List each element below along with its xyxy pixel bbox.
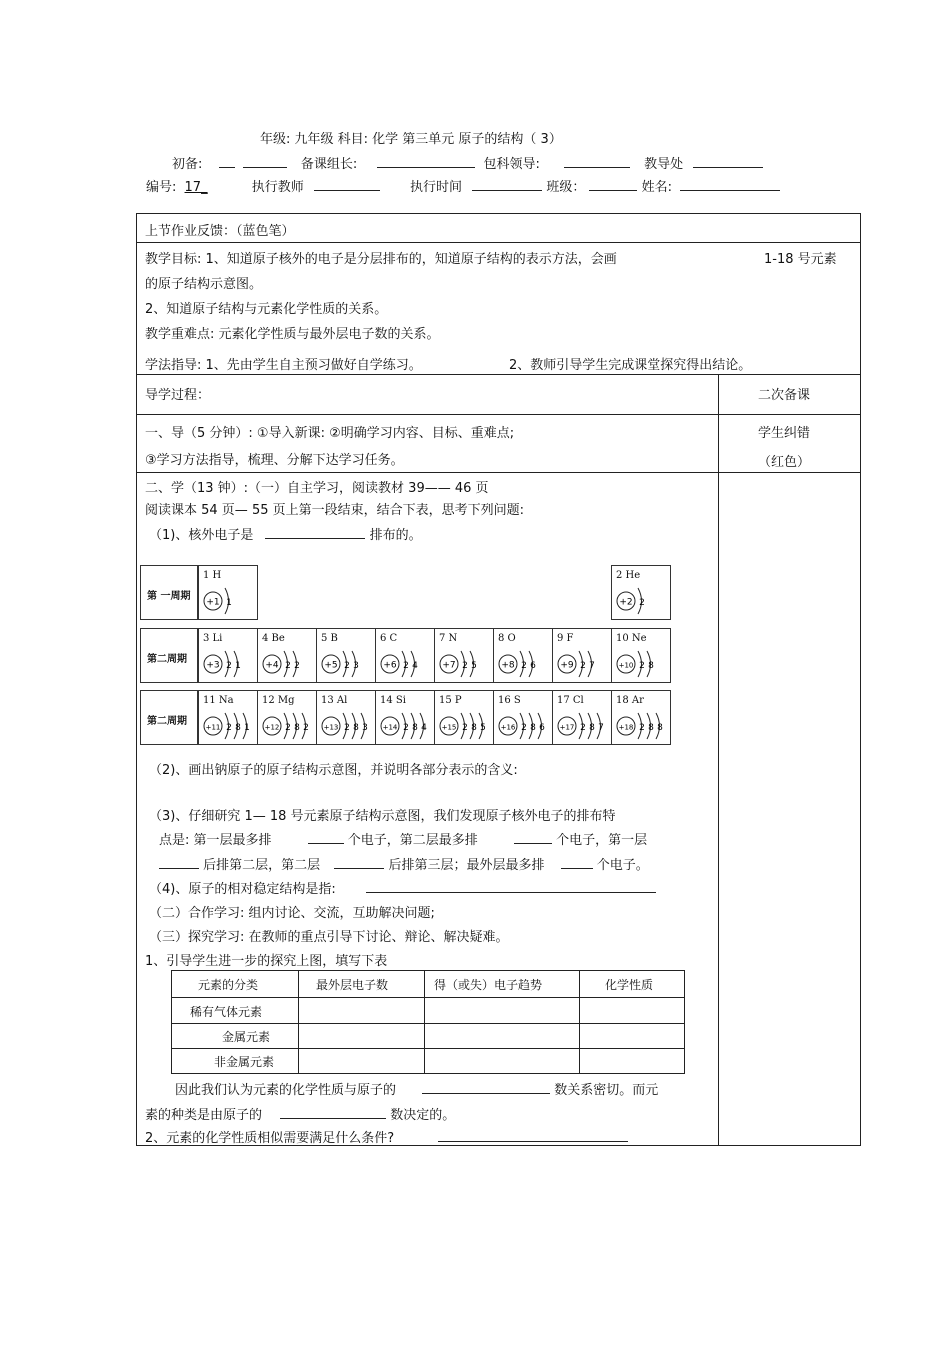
shell-electron-count: 5: [480, 723, 486, 733]
divider: [172, 997, 684, 998]
atom-structure-diagram: [201, 647, 257, 681]
divider: [424, 971, 425, 1073]
xingming-blank[interactable]: [680, 177, 780, 191]
student-correction-label: 学生纠错: [758, 426, 811, 441]
question-3-line-3: [159, 854, 649, 873]
shell-electron-count: 8: [589, 723, 595, 733]
atom-structure-diagram: [437, 709, 493, 743]
element-cell: [434, 690, 494, 745]
process-label: 导学过程：: [145, 388, 211, 403]
goal-line-2: 的原子结构示意图。: [145, 277, 263, 292]
element-cell: [493, 690, 553, 745]
atom-structure-diagram: [260, 709, 316, 743]
shell-electron-count: 8: [471, 723, 477, 733]
table-row-metal: 金属元素: [222, 1030, 271, 1044]
element-symbol: 15 P: [439, 695, 462, 706]
conclusion-line-1: [175, 1079, 658, 1098]
element-cell: [257, 690, 317, 745]
element-symbol: 1 H: [203, 570, 222, 581]
atom-structure-diagram: [378, 647, 434, 681]
q3-blank-2[interactable]: [514, 830, 552, 844]
column-divider: [718, 374, 719, 1145]
q3-blank-3[interactable]: [159, 855, 199, 869]
element-cell: [434, 628, 494, 683]
element-cell: [198, 565, 258, 620]
q3-blank-4[interactable]: [334, 855, 384, 869]
period-label: 第二周期: [147, 715, 187, 727]
table-header-category: 元素的分类: [198, 978, 259, 992]
element-cell: [611, 565, 671, 620]
nuclear-charge: +1: [206, 597, 220, 608]
nuclear-charge: +13: [323, 723, 339, 732]
question-4-text: （4)、原子的相对稳定结构是指:: [149, 882, 336, 897]
question-5-text: 2、元素的化学性质相似需要满足什么条件?: [145, 1131, 395, 1146]
element-cell: [375, 690, 435, 745]
shell-electron-count: 7: [589, 661, 595, 671]
shell-electron-count: 8: [353, 723, 359, 733]
table-instruction: 1、引导学生进一步的探究上图，填写下表: [145, 954, 388, 969]
shell-electron-count: 8: [412, 723, 418, 733]
question-4: [149, 878, 656, 897]
header-row-2: [172, 153, 763, 172]
atomic-structure-table: [140, 565, 674, 745]
q3-blank-5[interactable]: [561, 855, 593, 869]
period-label-cell: [140, 690, 198, 745]
element-cell: [611, 628, 671, 683]
shell-electron-count: 2: [462, 723, 468, 733]
shell-electron-count: 2: [521, 661, 527, 671]
red-pen-label: （红色）: [758, 455, 811, 470]
zhixingshijian-label: 执行时间: [410, 180, 463, 195]
element-cell: [493, 628, 553, 683]
question-3-line-2: [159, 829, 647, 848]
element-symbol: 13 Al: [321, 695, 348, 706]
period-label-cell: [140, 628, 198, 683]
shell-electron-count: 1: [235, 661, 241, 671]
question-1: [149, 524, 422, 543]
shell-electron-count: 2: [580, 723, 586, 733]
cooperative-learning: （二）合作学习: 组内讨论、交流，互助解决问题;: [149, 906, 435, 921]
shell-electron-count: 2: [294, 661, 300, 671]
chubei-blank-b[interactable]: [243, 154, 287, 168]
period-label: 第二周期: [147, 653, 187, 665]
shell-electron-count: 2: [462, 661, 468, 671]
shell-electron-count: 8: [648, 661, 654, 671]
table-row-nonmetal: 非金属元素: [214, 1055, 275, 1069]
question-1-text: （1)、核外电子是: [149, 528, 254, 543]
nuclear-charge: +9: [560, 660, 574, 671]
atom-structure-diagram: [260, 647, 316, 681]
period-label: 第 一周期: [147, 590, 191, 602]
divider: [298, 971, 299, 1073]
nuclear-charge: +11: [205, 723, 221, 732]
atom-structure-diagram: [496, 709, 552, 743]
element-cell: [198, 690, 258, 745]
feedback-label: 上节作业反馈：（蓝色笔）: [145, 224, 295, 239]
beikezuzhang-label: 备课组长:: [300, 157, 358, 172]
shell-electron-count: 2: [639, 723, 645, 733]
conclusion-text-3: 素的种类是由原子的: [145, 1108, 263, 1123]
nuclear-charge: +18: [618, 723, 634, 732]
section1-line-2: ③学习方法指导，梳理、分解下达学习任务。: [145, 453, 404, 468]
nuclear-charge: +2: [619, 597, 633, 608]
zhixingjiaoshi-label: 执行教师: [251, 180, 304, 195]
question-5: [145, 1127, 628, 1146]
shell-electron-count: 2: [639, 598, 645, 608]
bianhao-value: 17_: [184, 180, 208, 195]
key-points: 教学重难点: 元素化学性质与最外层电子数的关系。: [145, 327, 440, 342]
element-symbol: 16 S: [498, 695, 521, 706]
element-symbol: 11 Na: [203, 695, 234, 706]
question-3-line-1: （3)、仔细研究 1— 18 号元素原子结构示意图，我们发现原子核外电子的排布特: [149, 809, 616, 824]
section1-line-1: 一、导（5 分钟）: ①导入新课: ②明确学习内容、目标、重难点;: [145, 426, 515, 441]
atom-structure-diagram: [319, 647, 375, 681]
nuclear-charge: +4: [265, 660, 279, 671]
question-1-blank[interactable]: [265, 525, 365, 539]
lesson-plan-frame: [136, 213, 861, 1146]
element-symbol: 18 Ar: [616, 695, 644, 706]
atom-structure-diagram: [319, 709, 375, 743]
question-1-suffix: 排布的。: [369, 528, 422, 543]
q3-text-4: 后排第二层，第二层: [203, 858, 321, 873]
shell-electron-count: 8: [657, 723, 663, 733]
shell-electron-count: 4: [412, 661, 418, 671]
atom-structure-diagram: [555, 709, 611, 743]
shell-electron-count: 2: [303, 723, 309, 733]
shell-electron-count: 2: [403, 723, 409, 733]
atom-structure-diagram: [201, 584, 257, 618]
jiaodaochu-label: 教导处: [644, 157, 684, 172]
study-guide-1: 学法指导: 1、先由学生自主预习做好自学练习。: [145, 358, 422, 373]
jiaodaochu-blank[interactable]: [693, 154, 763, 168]
divider: [579, 971, 580, 1073]
element-symbol: 4 Be: [262, 633, 285, 644]
element-symbol: 10 Ne: [616, 633, 647, 644]
element-symbol: 12 Mg: [262, 695, 295, 706]
atom-structure-diagram: [378, 709, 434, 743]
banji-label: 班级：: [546, 180, 586, 195]
shell-electron-count: 1: [244, 723, 250, 733]
shell-electron-count: 3: [362, 723, 368, 733]
element-symbol: 5 B: [321, 633, 338, 644]
q3-text-3: 个电子，第一层: [556, 833, 648, 848]
goal-line-3: 2、知道原子结构与元素化学性质的关系。: [145, 302, 388, 317]
zhixingshijian-blank[interactable]: [472, 177, 542, 191]
shell-electron-count: 2: [403, 661, 409, 671]
element-symbol: 7 N: [439, 633, 458, 644]
shell-electron-count: 7: [598, 723, 604, 733]
study-guide-2: 2、教师引导学生完成课堂探究得出结论。: [509, 358, 752, 373]
element-cell: [257, 628, 317, 683]
divider: [137, 472, 860, 473]
shell-electron-count: 2: [521, 723, 527, 733]
q3-text-6: 个电子。: [596, 858, 649, 873]
nuclear-charge: +6: [383, 660, 397, 671]
divider: [172, 1048, 684, 1049]
conclusion-blank-1[interactable]: [422, 1080, 550, 1094]
nuclear-charge: +17: [559, 723, 575, 732]
shell-electron-count: 8: [235, 723, 241, 733]
shell-electron-count: 4: [421, 723, 427, 733]
conclusion-text-4: 数决定的。: [390, 1108, 456, 1123]
element-cell: [611, 690, 671, 745]
goal-line-1: 教学目标: 1、知道原子核外的电子是分层排布的，知道原子结构的表示方法，会画: [145, 252, 617, 267]
element-symbol: 6 C: [380, 633, 398, 644]
nuclear-charge: +15: [441, 723, 457, 732]
element-cell: [552, 690, 612, 745]
atom-structure-diagram: [614, 584, 670, 618]
divider: [137, 414, 860, 415]
zhixingjiaoshi-blank[interactable]: [314, 177, 380, 191]
conclusion-blank-2[interactable]: [280, 1105, 386, 1119]
nuclear-charge: +14: [382, 723, 398, 732]
conclusion-line-2: [145, 1104, 455, 1123]
shell-electron-count: 2: [580, 661, 586, 671]
shell-electron-count: 6: [539, 723, 545, 733]
element-symbol: 8 O: [498, 633, 516, 644]
question-5-blank[interactable]: [438, 1128, 628, 1142]
atom-structure-diagram: [614, 647, 670, 681]
shell-electron-count: 5: [471, 661, 477, 671]
reading-instruction: 阅读课本 54 页— 55 页上第一段结束，结合下表，思考下列问题:: [145, 503, 524, 518]
nuclear-charge: +16: [500, 723, 516, 732]
section2-title: 二、学（13 钟）:（一）自主学习，阅读教材 39—— 46 页: [145, 481, 489, 496]
divider: [137, 374, 860, 375]
element-cell: [198, 628, 258, 683]
period-label-cell: [140, 565, 198, 620]
shell-electron-count: 2: [226, 723, 232, 733]
atom-structure-diagram: [555, 647, 611, 681]
shell-electron-count: 2: [344, 661, 350, 671]
beikezuzhang-blank[interactable]: [377, 154, 475, 168]
element-cell: [375, 628, 435, 683]
conclusion-text-2: 数关系密切。而元: [554, 1083, 659, 1098]
table-row-noble-gas: 稀有气体元素: [190, 1005, 263, 1019]
shell-electron-count: 2: [285, 661, 291, 671]
q3-text-5: 后排第三层；最外层最多排: [388, 858, 545, 873]
question-4-blank[interactable]: [366, 879, 656, 893]
nuclear-charge: +7: [442, 660, 456, 671]
q3-blank-1[interactable]: [308, 830, 344, 844]
question-2: （2)、画出钠原子的原子结构示意图，并说明各部分表示的含义:: [149, 763, 518, 778]
atom-structure-diagram: [614, 709, 670, 743]
shell-electron-count: 6: [530, 661, 536, 671]
q3-text-1: 点是: 第一层最多排: [159, 833, 272, 848]
atom-structure-diagram: [437, 647, 493, 681]
xingming-label: 姓名:: [641, 180, 672, 195]
shell-electron-count: 8: [294, 723, 300, 733]
element-symbol: 17 Cl: [557, 695, 584, 706]
element-symbol: 9 F: [557, 633, 574, 644]
exploratory-learning: （三）探究学习: 在教师的重点引导下讨论、辩论、解决疑难。: [149, 930, 509, 945]
shell-electron-count: 2: [226, 661, 232, 671]
q3-text-2: 个电子，第二层最多排: [347, 833, 478, 848]
element-symbol: 3 Li: [203, 633, 223, 644]
nuclear-charge: +3: [206, 660, 220, 671]
goal-line-1-right: 1-18 号元素: [764, 252, 837, 267]
chubei-label: 初备:: [172, 157, 203, 172]
nuclear-charge: +10: [618, 661, 634, 670]
shell-electron-count: 8: [648, 723, 654, 733]
shell-electron-count: 2: [344, 723, 350, 733]
table-header-outer-electrons: 最外层电子数: [316, 978, 389, 992]
nuclear-charge: +12: [264, 723, 280, 732]
element-symbol: 14 Si: [380, 695, 406, 706]
bianhao-label: 编号:: [146, 180, 177, 195]
baoke-blank[interactable]: [564, 154, 630, 168]
shell-electron-count: 3: [353, 661, 359, 671]
nuclear-charge: +5: [324, 660, 338, 671]
conclusion-text-1: 因此我们认为元素的化学性质与原子的: [175, 1083, 397, 1098]
baoke-label: 包科领导:: [483, 157, 540, 172]
divider: [172, 1023, 684, 1024]
element-cell: [552, 628, 612, 683]
element-cell: [316, 690, 376, 745]
chubei-blank-a[interactable]: [219, 154, 235, 168]
header-row-3: [146, 176, 780, 195]
nuclear-charge: +8: [501, 660, 515, 671]
header-title: 年级: 九年级 科目: 化学 第三单元 原子的结构（ 3）: [260, 132, 562, 147]
divider: [137, 242, 860, 243]
shell-electron-count: 8: [530, 723, 536, 733]
banji-blank[interactable]: [589, 177, 637, 191]
shell-electron-count: 2: [639, 661, 645, 671]
shell-electron-count: 1: [226, 598, 232, 608]
table-header-electron-tendency: 得（或失）电子趋势: [434, 978, 543, 992]
atom-structure-diagram: [496, 647, 552, 681]
element-symbol: 2 He: [616, 570, 641, 581]
second-prep-label: 二次备课: [758, 388, 811, 403]
element-cell: [316, 628, 376, 683]
shell-electron-count: 2: [285, 723, 291, 733]
atom-structure-diagram: [201, 709, 257, 743]
element-classification-table: [171, 970, 685, 1074]
table-header-chemical-property: 化学性质: [605, 978, 654, 992]
